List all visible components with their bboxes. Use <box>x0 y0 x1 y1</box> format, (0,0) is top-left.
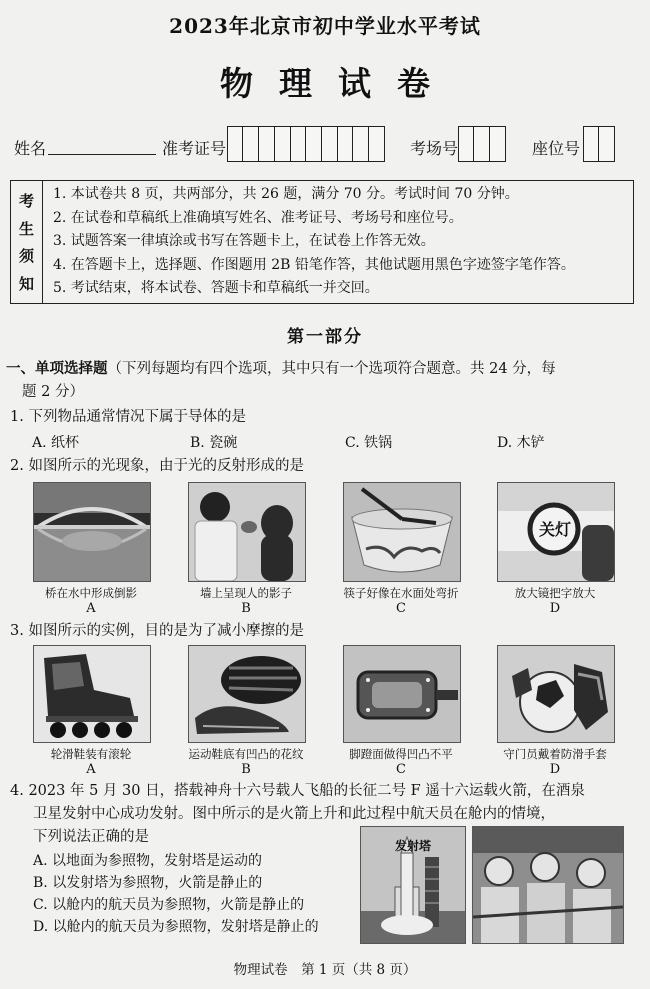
part-heading: 一、单项选择题 <box>6 360 108 377</box>
ticket-number-boxes[interactable] <box>228 126 385 162</box>
q3-photo-sneaker[interactable] <box>188 645 306 743</box>
q3-caption-c: 脚蹬面做得凹凸不平 <box>349 747 453 761</box>
notice-item: 5. 考试结束，将本试卷、答题卡和草稿纸一并交回。 <box>53 280 379 297</box>
part-description-cont: 题 2 分） <box>22 384 84 400</box>
ticket-label: 准考证号 <box>162 139 227 158</box>
q2-letter-b[interactable]: B <box>241 601 251 616</box>
notice-side-char: 考 <box>18 192 34 211</box>
ticket-box[interactable] <box>352 126 369 162</box>
q4-option-c[interactable]: C. 以舱内的航天员为参照物，火箭是静止的 <box>33 897 305 913</box>
q3-letter-a[interactable]: A <box>86 762 96 777</box>
q2-caption-a: 桥在水中形成倒影 <box>45 586 137 600</box>
q3-letter-b[interactable]: B <box>241 762 251 777</box>
q3-photo-pedal[interactable] <box>343 645 461 743</box>
q1-stem: 1. 下列物品通常情况下属于导体的是 <box>10 409 246 425</box>
seat-box[interactable] <box>583 126 600 162</box>
ticket-box[interactable] <box>321 126 338 162</box>
q2-caption-d: 放大镜把字放大 <box>514 586 596 600</box>
seat-box[interactable] <box>598 126 615 162</box>
notice-side-char: 知 <box>18 274 34 293</box>
magnifier-text: 关灯 <box>538 520 571 539</box>
candidate-info-line <box>14 126 636 166</box>
paper-title: 物理试卷 <box>220 64 456 103</box>
q1-option-b[interactable]: B. 瓷碗 <box>190 435 238 451</box>
q4-stem-line2: 卫星发射中心成功发射。图中所示的是火箭上升和此过程中航天员在舱内的情境， <box>33 806 555 822</box>
q3-stem: 3. 如图所示的实例，目的是为了减小摩擦的是 <box>10 623 304 639</box>
q3-letter-c[interactable]: C <box>396 762 406 777</box>
q4-option-a[interactable]: A. 以地面为参照物，发射塔是运动的 <box>33 853 263 869</box>
q1-option-d[interactable]: D. 木铲 <box>497 435 545 451</box>
notice-item: 1. 本试卷共 8 页，共两部分，共 26 题，满分 70 分。考试时间 70 分钟。 <box>53 186 519 202</box>
q2-letter-d[interactable]: D <box>549 601 561 616</box>
q2-stem: 2. 如图所示的光现象，由于光的反射形成的是 <box>10 458 304 474</box>
q3-photo-gloves[interactable] <box>497 645 615 743</box>
q2-photo-shadow[interactable] <box>188 482 306 582</box>
ticket-box[interactable] <box>290 126 307 162</box>
ticket-box[interactable] <box>305 126 322 162</box>
notice-side-char: 生 <box>18 219 34 238</box>
q3-caption-d: 守门员戴着防滑手套 <box>503 747 607 761</box>
q2-caption-b: 墙上呈现人的影子 <box>200 586 292 600</box>
q3-caption-a: 轮滑鞋装有滚轮 <box>50 747 132 761</box>
page-footer: 物理试卷 第 1 页（共 8 页） <box>233 962 417 978</box>
q4-option-d[interactable]: D. 以舱内的航天员为参照物，发射塔是静止的 <box>33 919 319 935</box>
q4-photo-rocket[interactable] <box>360 826 466 944</box>
part-description: （下列每题均有四个选项，其中只有一个选项符合题意。共 24 分，每 <box>107 361 556 377</box>
q4-stem-line3: 下列说法正确的是 <box>33 829 149 845</box>
q4-stem-line1: 4. 2023 年 5 月 30 日，搭载神舟十六号载人飞船的长征二号 F 遥十六运载火箭，在酒泉 <box>10 783 585 799</box>
section-title: 第一部分 <box>287 327 363 347</box>
launch-tower-label: 发射塔 <box>395 839 432 853</box>
room-box[interactable] <box>473 126 490 162</box>
q2-photo-bridge[interactable] <box>33 482 151 582</box>
q3-caption-b: 运动鞋底有凹凸的花纹 <box>188 747 304 761</box>
q3-letter-d[interactable]: D <box>549 762 561 777</box>
notice-item: 4. 在答题卡上，选择题、作图题用 2B 铅笔作答，其他试题用黑色字迹签字笔作答。 <box>53 256 575 273</box>
ticket-box[interactable] <box>368 126 385 162</box>
room-box[interactable] <box>458 126 475 162</box>
ticket-box[interactable] <box>242 126 259 162</box>
ticket-box[interactable] <box>337 126 354 162</box>
room-label: 考场号 <box>410 139 459 158</box>
q2-photo-chopsticks[interactable] <box>343 482 461 582</box>
notice-item: 2. 在试卷和草稿纸上准确填写姓名、准考证号、考场号和座位号。 <box>53 209 463 226</box>
name-field[interactable] <box>48 154 156 155</box>
room-number-boxes[interactable] <box>459 126 506 162</box>
notice-items <box>43 181 633 303</box>
q4-option-b[interactable]: B. 以发射塔为参照物，火箭是静止的 <box>33 875 263 891</box>
notice-side-char: 须 <box>18 247 34 266</box>
q4-photo-astronauts[interactable] <box>472 826 624 944</box>
q3-photo-rollerblade[interactable] <box>33 645 151 743</box>
seat-number-boxes[interactable] <box>584 126 615 162</box>
candidate-notice-box <box>10 180 634 304</box>
q1-option-a[interactable]: A. 纸杯 <box>32 435 80 451</box>
notice-item: 3. 试题答案一律填涂或书写在答题卡上，在试卷上作答无效。 <box>53 233 435 250</box>
exam-title: 2023年北京市初中学业水平考试 <box>169 14 481 38</box>
ticket-box[interactable] <box>227 126 244 162</box>
q1-option-c[interactable]: C. 铁锅 <box>345 435 393 451</box>
ticket-box[interactable] <box>258 126 275 162</box>
seat-label: 座位号 <box>532 139 581 158</box>
notice-side-label <box>11 181 43 303</box>
q2-letter-c[interactable]: C <box>396 601 406 616</box>
ticket-box[interactable] <box>274 126 291 162</box>
q2-caption-c: 筷子好像在水面处弯折 <box>343 586 459 600</box>
part-heading-line <box>6 358 556 380</box>
q2-letter-a[interactable]: A <box>86 601 96 616</box>
name-label: 姓名 <box>14 139 47 158</box>
q2-photo-magnifier[interactable] <box>497 482 615 582</box>
room-box[interactable] <box>489 126 506 162</box>
